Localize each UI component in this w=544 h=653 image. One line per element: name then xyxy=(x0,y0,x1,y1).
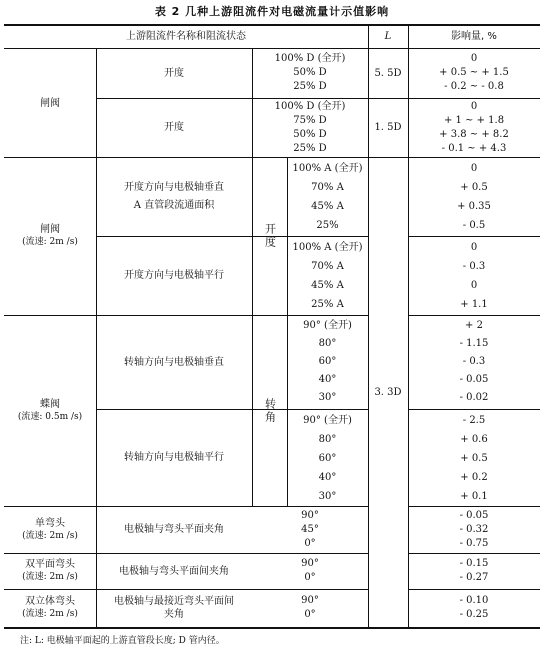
opening-value: 75% D xyxy=(293,115,327,126)
effect-value: + 1 ~ + 1.8 xyxy=(443,115,505,126)
gate-flow-speed: (流速: 2m /s) xyxy=(22,237,78,247)
table-bottom-border xyxy=(4,627,540,629)
gate-sub1-effects xyxy=(408,52,540,94)
gate-sub2-label: 开度 xyxy=(164,122,184,133)
effect-value: - 0.05 xyxy=(459,510,489,521)
gate-flow-sub1-label-main: 开度方向与电极轴垂直 xyxy=(124,181,224,193)
effect-value: + 0.6 xyxy=(460,434,488,445)
butterfly-effect-divider xyxy=(408,409,540,410)
gate-flow-sub1-label-note: A 直管段流通面积 xyxy=(133,199,215,211)
gate-flow-effect-bottom xyxy=(408,315,540,316)
angle-value: 90° xyxy=(301,558,319,569)
elbow3-label-line1: 电极轴与最接近弯头平面间 xyxy=(114,596,234,607)
effect-value: 0 xyxy=(470,280,478,291)
effect-value: - 0.5 xyxy=(462,220,486,231)
elbow2-label: 电极轴与弯头平面间夹角 xyxy=(119,565,229,577)
opening-value: 25% D xyxy=(293,81,327,92)
effect-value: 0 xyxy=(470,242,478,253)
opening-value: 25% A xyxy=(311,299,344,310)
effect-value: - 0.25 xyxy=(459,609,489,620)
angle-value: 30° xyxy=(318,491,337,502)
gate-flow-sub2-label: 开度方向与电极轴平行 xyxy=(124,270,224,281)
header-effect: 影响量, % xyxy=(451,30,497,42)
gate-sub2-effects xyxy=(408,100,540,156)
opening-value: 100% D (全开) xyxy=(274,101,346,112)
gate-flow-name xyxy=(4,157,96,315)
header-L: L xyxy=(384,30,392,42)
opening-value: 25% xyxy=(316,220,339,231)
effect-value: - 0.02 xyxy=(459,392,489,403)
effect-value: + 0.5 ~ + 1.5 xyxy=(439,67,509,78)
butterfly-sub1-label: 转轴方向与电极轴垂直 xyxy=(124,356,224,368)
opening-value: 100% A (全开) xyxy=(292,242,363,253)
butterfly-sub2-angles xyxy=(287,411,368,506)
butterfly-zhuanjiao xyxy=(252,315,287,506)
opening-value: 50% D xyxy=(293,129,327,140)
gate-name: 闸阀 xyxy=(40,97,60,109)
gate-sub1-L: 5. 5D xyxy=(374,67,402,79)
effect-value: - 0.2 ~ - 0.8 xyxy=(444,81,504,92)
butterfly-sub2-effects xyxy=(408,411,540,506)
elbow3-name xyxy=(4,589,96,627)
elbow1-title: 单弯头 xyxy=(35,517,65,529)
angle-value: 0° xyxy=(304,609,316,620)
angle-value: 90° (全开) xyxy=(303,415,352,426)
angle-value: 80° xyxy=(318,338,337,349)
effect-value: - 0.32 xyxy=(459,524,489,535)
gate-flow-effect-divider xyxy=(408,236,540,237)
effect-value: - 0.27 xyxy=(459,572,489,583)
effect-value: + 0.5 xyxy=(460,453,488,464)
angle-value: 40° xyxy=(318,374,337,385)
effect-value: - 0.15 xyxy=(459,558,489,569)
angle-value: 90° (全开) xyxy=(303,320,352,331)
effect-value: + 0.35 xyxy=(457,201,491,212)
elbow2-effects xyxy=(408,557,540,585)
butterfly-speed: (流速: 0.5m /s) xyxy=(17,411,83,422)
effect-value: - 0.1 ~ + 4.3 xyxy=(441,143,507,154)
opening-value: 100% D (全开) xyxy=(274,53,346,64)
butterfly-sub1-angles xyxy=(287,317,368,407)
gate-sub2-L: 1. 5D xyxy=(374,122,402,133)
effect-value: - 1.15 xyxy=(459,338,489,349)
elbow2-name xyxy=(4,553,96,589)
gate-sub1-label: 开度 xyxy=(164,67,184,79)
elbow1-effect-bottom xyxy=(408,553,540,554)
angle-value: 60° xyxy=(318,453,337,464)
elbow3-angles xyxy=(252,594,368,622)
elbow3-title: 双立体弯头 xyxy=(25,596,75,607)
effect-value: - 0.3 xyxy=(462,356,486,367)
angle-value: 30° xyxy=(318,392,337,403)
angle-value: 90° xyxy=(301,510,319,521)
opening-value: 50% D xyxy=(293,67,327,78)
angle-value: 80° xyxy=(318,434,337,445)
effect-value: + 1.1 xyxy=(460,299,488,310)
gate-flow-sub1-effects xyxy=(408,159,540,235)
gate-flow-kaidu xyxy=(252,157,287,315)
opening-value: 45% A xyxy=(311,280,344,291)
effect-value: 0 xyxy=(470,101,478,112)
effect-value: + 0.1 xyxy=(460,491,488,502)
elbow2-angles xyxy=(252,557,368,585)
elbow1-effects xyxy=(408,509,540,551)
effect-value: - 2.5 xyxy=(462,415,486,426)
butterfly-effect-bottom xyxy=(408,506,540,507)
angle-value: 45° xyxy=(301,524,319,535)
table-title: 表 2 几种上游阻流件对电磁流量计示值影响 xyxy=(154,5,390,18)
effect-value: - 0.3 xyxy=(462,261,486,272)
opening-value: 70% A xyxy=(311,182,344,193)
butterfly-title: 蝶阀 xyxy=(40,398,60,410)
opening-value: 25% D xyxy=(293,143,327,154)
elbow1-label: 电极轴与弯头平面夹角 xyxy=(124,524,224,535)
angle-value: 60° xyxy=(318,356,337,367)
elbow1-speed: (流速: 2m /s) xyxy=(22,530,78,541)
gate-sub1-openings xyxy=(252,52,368,94)
effect-value: + 2 xyxy=(465,320,483,331)
effect-value: 0 xyxy=(470,53,478,64)
butterfly-sub1-effects xyxy=(408,317,540,407)
elbow2-effect-bottom xyxy=(408,589,540,590)
gate-flow-sub2-effects xyxy=(408,238,540,314)
elbow3-label xyxy=(96,589,252,627)
effect-value: + 0.2 xyxy=(460,472,488,483)
elbow2-speed: (流速: 2m /s) xyxy=(22,572,78,582)
angle-value: 0° xyxy=(304,572,316,583)
angle-value: 0° xyxy=(304,538,316,549)
zhuanjiao-label: 转角 xyxy=(263,397,277,424)
table-note: 注: L: 电极轴平面起的上游直管段长度; D 管内径。 xyxy=(20,636,225,646)
effect-value: - 0.10 xyxy=(459,595,489,606)
angle-value: 90° xyxy=(301,595,319,606)
shared-L: 3. 3D xyxy=(374,386,402,398)
effect-value: + 3.8 ~ + 8.2 xyxy=(439,129,509,140)
effect-value: - 0.05 xyxy=(459,374,489,385)
elbow1-name xyxy=(4,506,96,553)
gate-flow-sub1-openings xyxy=(287,159,368,235)
header-state: 上游阻流件名称和阻流状态 xyxy=(126,30,246,42)
gate-flow-title: 闸阀 xyxy=(40,224,60,235)
butterfly-name xyxy=(4,315,96,506)
effect-value: + 0.5 xyxy=(460,182,488,193)
gate-sub2-openings xyxy=(252,100,368,156)
elbow1-angles xyxy=(252,509,368,551)
angle-value: 40° xyxy=(318,472,337,483)
elbow2-title: 双平面弯头 xyxy=(25,559,75,570)
effect-value: - 0.75 xyxy=(459,538,489,549)
opening-value: 45% A xyxy=(311,201,344,212)
elbow3-label-line2: 夹角 xyxy=(164,609,184,620)
elbow3-speed: (流速: 2m /s) xyxy=(22,609,78,619)
elbow3-effects xyxy=(408,594,540,622)
kaidu-label: 开度 xyxy=(263,223,277,249)
butterfly-sub2-label: 转轴方向与电极轴平行 xyxy=(124,452,224,463)
opening-value: 100% A (全开) xyxy=(292,163,363,174)
effect-value: 0 xyxy=(470,163,478,174)
gate-flow-sub1-label xyxy=(96,157,252,236)
gate-flow-sub2-openings xyxy=(287,238,368,314)
opening-value: 70% A xyxy=(311,261,344,272)
